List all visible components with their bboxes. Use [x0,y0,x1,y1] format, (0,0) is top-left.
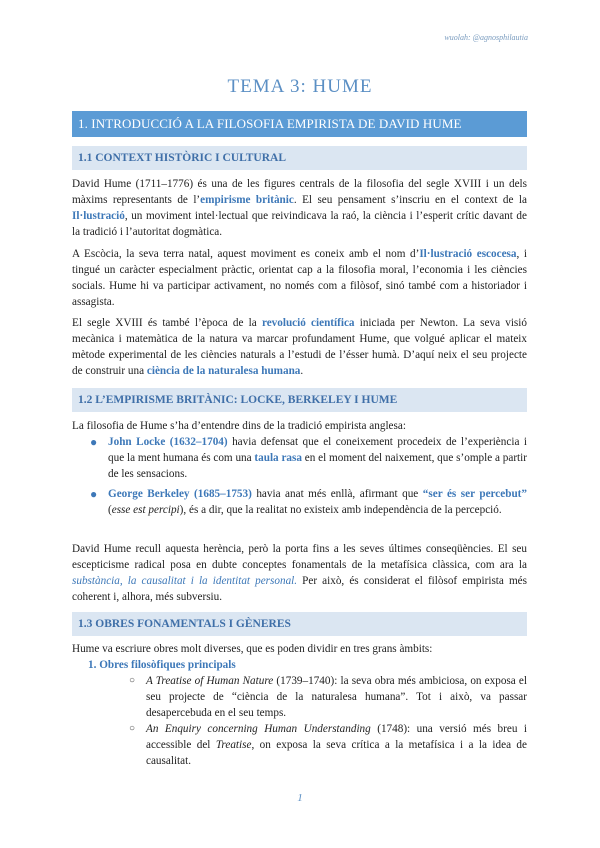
list-item-treatise: ○ A Treatise of Human Nature (1739–1740): la seva obra més ambiciosa, on exposa el seu projecte de “ciència de la naturalesa humana”. Tot i això, va passar desapercebuda en el seu temps. [129,675,527,719]
paragraph-context-3: El segle XVIII és també l’època de la revolució científica iniciada per Newton. La seva visió mecànica i matemàtica de la natura va marcar profundament Hume, que volgué aplicar el mateix mètode experimental de les ciències naturals a l’estudi de l’ésser humà. D’aquí neix el seu projecte de construir una ciència de la naturalesa humana. [72,317,527,377]
list-item-locke: ● John Locke (1632–1704) havia defensat que el coneixement procedeix de l’experiència i que la ment humana és com una taula rasa en el moment del naixement, que s’omple a partir de les sensacions. [90,435,527,480]
watermark: wuolah: @agnosphilautia [444,33,528,42]
paragraph-works-intro: Hume va escriure obres molt diverses, que es poden dividir en tres grans àmbits: [72,643,433,655]
subsection-heading-1-1: 1.1 CONTEXT HISTÒRIC I CULTURAL [72,146,527,170]
list-item-berkeley: ● George Berkeley (1685–1753) havia anat més enllà, afirmant que “ser és ser percebut” (esse est percipi), és a dir, que la realitat no existeix amb independència de la percepció. [90,487,527,516]
subsection-heading-1-3: 1.3 OBRES FONAMENTALS I GÈNERES [72,612,527,636]
page-number: 1 [297,792,303,804]
circle-bullet-icon: ○ [129,675,136,686]
list-item-enquiry: ○ An Enquiry concerning Human Understanding (1748): una versió més breu i accessible del Treatise, on exposa la seva crítica a la metafísica i a la idea de causalitat. [129,723,527,767]
paragraph-context-2: A Escòcia, la seva terra natal, aquest moviment es coneix amb el nom d’Il·lustració escocesa, i tingué un caràcter especialment pràctic, orientat cap a la filosofia moral, l’economia i les ciències socials. Hume hi va participar activament, no només com a filòsof, sinó també com a historiador i assagista. [72,248,527,308]
bullet-icon: ● [90,487,98,501]
subsection-heading-1-2: 1.2 L’EMPIRISME BRITÀNIC: LOCKE, BERKELEY I HUME [72,388,527,412]
section-heading-1: 1. INTRODUCCIÓ A LA FILOSOFIA EMPIRISTA DE DAVID HUME [72,111,527,137]
paragraph-context-1: David Hume (1711–1776) és una de les figures centrals de la filosofia del segle XVIII i un dels màxims representants de l’empirisme britànic. El seu pensament s’inscriu en el context de la Il·lustració, un moviment intel·lectual que reivindicava la raó, la ciència i l’esperit crític davant de la tradició i l’autoritat dogmàtica. [72,178,527,238]
numbered-item-philosophical-works: 1. Obres filosòfiques principals [88,659,236,671]
paragraph-hume-legacy: David Hume recull aquesta herència, però la porta fins a les seves últimes conseqüències. El seu escepticisme radical posa en dubte conceptes fonamentals de la metafísica clàssica, com ara la substància, la causalitat i la identitat personal. Per això, és considerat el filòsof empirista més coherent i, alhora, més subversiu. [72,543,527,603]
page-title: TEMA 3: HUME [227,76,373,97]
circle-bullet-icon: ○ [129,723,136,734]
paragraph-empirism-intro: La filosofia de Hume s’ha d’entendre dins de la tradició empirista anglesa: [72,420,406,432]
bullet-icon: ● [90,435,98,449]
